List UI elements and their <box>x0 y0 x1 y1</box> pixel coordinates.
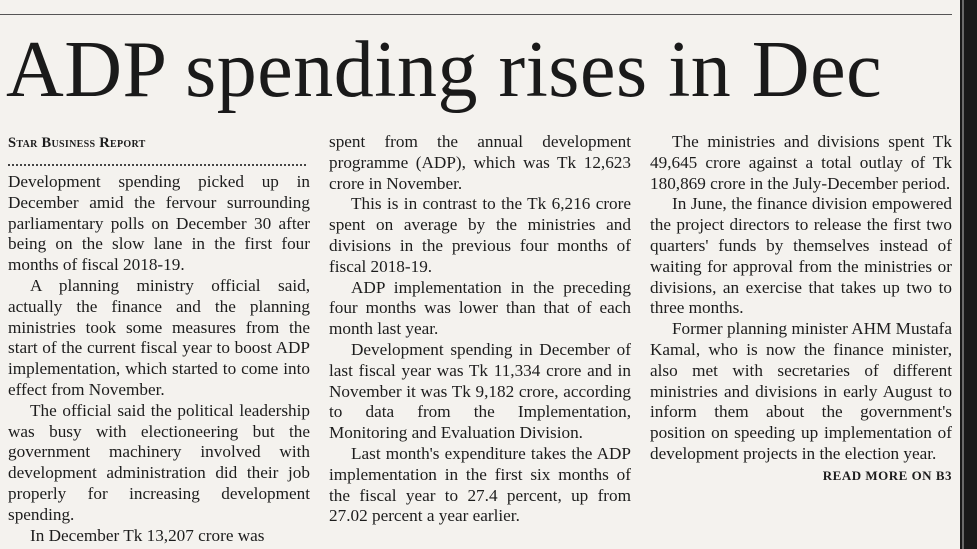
article-column-2 <box>329 132 631 527</box>
paragraph: Last month's expenditure takes the ADP implementation in the first six months of the fiscal year to 27.4 percent, up from 27.02 percent a year earlier. <box>329 443 631 526</box>
paragraph: spent from the annual development programme (ADP), which was Tk 12,623 crore in November. <box>329 132 631 193</box>
paragraph: Former planning minister AHM Mustafa Kamal, who is now the finance minister, also met with secretaries of different ministries and divisions in early August to inform them about the government's position on speeding up implementation of development projects in the election year. <box>650 319 952 463</box>
article-column-1 <box>8 132 310 546</box>
paragraph: In December Tk 13,207 crore was <box>30 525 265 545</box>
top-rule <box>0 14 952 15</box>
byline: Star Business Report <box>8 135 146 151</box>
paragraph: This is in contrast to the Tk 6,216 crore spent on average by the ministries and divisions in the previous four months of fiscal 2018-19. <box>329 194 631 276</box>
read-more-link[interactable]: READ MORE ON B3 <box>822 467 952 483</box>
paragraph: Development spending picked up in December amid the fervour surrounding parliamentary polls on December 30 after being on the slow lane in the first four months of fiscal 2018-19. <box>8 172 310 275</box>
paragraph: A planning ministry official said, actually the finance and the planning ministries took some measures from the start of the current fiscal year to boost ADP implementation, which started to come into effect from November. <box>8 275 310 399</box>
paragraph: Development spending in December of last fiscal year was Tk 11,334 crore and in November it was Tk 9,182 crore, according to data from the Implementation, Monitoring and Evaluation Division. <box>329 339 631 443</box>
adjacent-page-edge <box>960 0 977 549</box>
paragraph: In June, the finance division empowered the project directors to release the first two quarters' funds by themselves instead of waiting for approval from the ministries or divisions, an exercise that takes up two to three months. <box>650 194 952 318</box>
paragraph: ADP implementation in the preceding four months was lower than that of each month last year. <box>329 277 631 339</box>
dotted-divider <box>8 164 306 166</box>
article-column-3 <box>650 132 952 485</box>
headline: ADP spending rises in Dec <box>6 26 883 114</box>
paragraph: The official said the political leadership was busy with electioneering but the government machinery involved with development administration did their job properly for increasing development spending. <box>8 400 310 524</box>
paragraph: The ministries and divisions spent Tk 49,645 crore against a total outlay of Tk 180,869 crore in the July-December period. <box>650 132 952 193</box>
